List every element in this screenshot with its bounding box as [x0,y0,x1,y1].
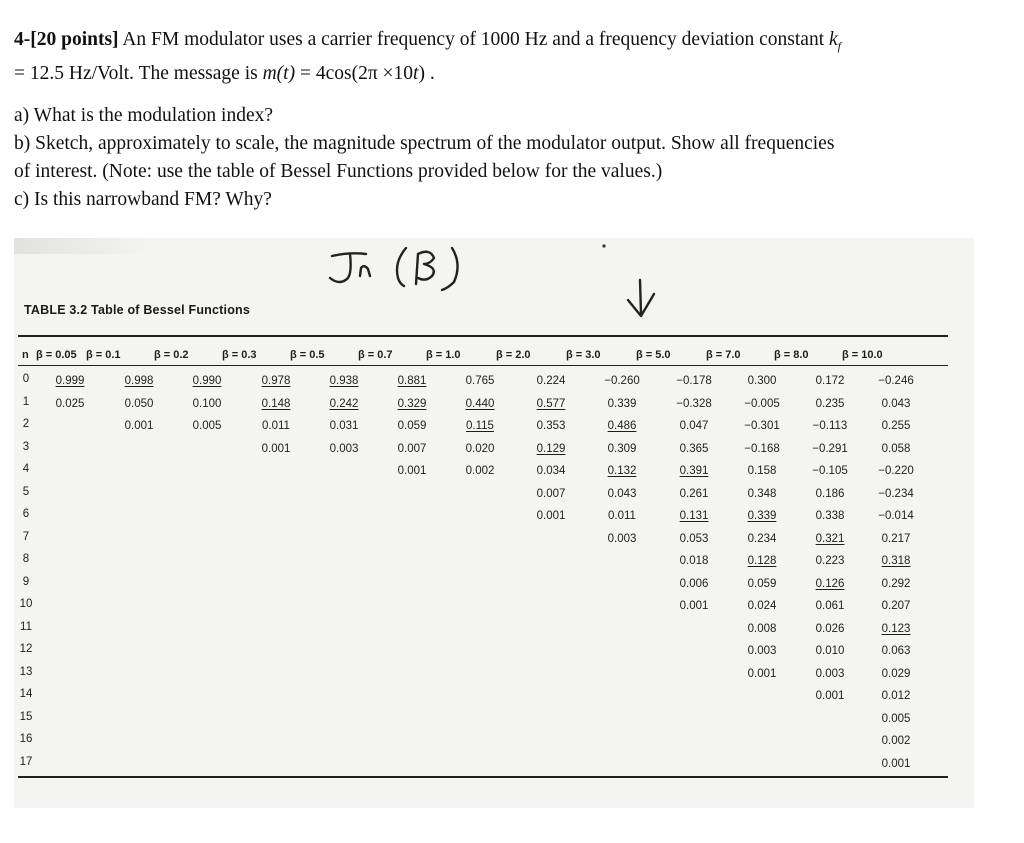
table-cell: 0.329 [397,397,427,410]
table-cell: 0.061 [815,600,845,612]
bottom-rule [18,776,948,778]
table-cell: −0.178 [676,375,712,387]
table-cell: −0.105 [812,465,848,477]
n-index: 9 [22,575,30,588]
beta-header: β = 0.2 [154,349,189,361]
message-end: ) . [418,62,435,84]
table-cell: 0.292 [881,577,911,590]
table-cell: 0.063 [881,645,911,657]
n-index: 4 [22,463,30,475]
beta-header: β = 8.0 [774,349,809,361]
table-cell: −0.113 [812,420,848,432]
table-cell: 0.029 [881,667,911,680]
kf-symbol: k [828,29,838,50]
table-cell: 0.012 [881,690,911,702]
table-cell: 0.001 [397,465,427,477]
n-index: 17 [19,755,33,768]
n-index: 15 [19,710,33,723]
table-cell: 0.158 [747,465,777,477]
table-cell: 0.001 [881,757,911,770]
table-cell: 0.123 [881,622,911,635]
table-cell: 0.234 [747,532,777,545]
problem-intro: An FM modulator uses a carrier frequency of 1000 Hz and a frequency deviation constant [118,29,829,50]
table-cell: 0.172 [815,375,845,387]
n-index: 16 [19,733,33,745]
table-cell: 0.978 [261,375,291,387]
table-cell: 0.224 [536,375,566,387]
down-arrow-icon [628,280,654,316]
part-a: a) What is the modulation index? [14,104,274,126]
table-cell: 0.047 [679,420,709,432]
table-cell: −0.168 [744,442,780,455]
table-cell: −0.220 [878,465,914,477]
table-cell: 0.998 [124,375,154,387]
table-cell: 0.440 [465,397,495,410]
table-cell: 0.001 [536,510,566,522]
table-cell: 0.059 [397,420,427,432]
table-cell: 0.001 [261,442,291,455]
top-rule [18,335,948,337]
table-cell: 0.217 [881,532,911,545]
table-cell: 0.007 [397,442,427,455]
beta-header: β = 0.7 [358,349,393,361]
table-cell: 0.050 [124,397,154,410]
table-cell: 0.486 [607,420,637,432]
beta-header: β = 0.5 [290,349,325,361]
table-cell: 0.011 [262,420,290,432]
table-cell: 0.031 [329,420,359,432]
table-cell: 0.002 [881,735,911,747]
table-cell: 0.018 [679,555,709,567]
table-cell: −0.301 [744,420,780,432]
table-cell: 0.003 [747,645,777,657]
table-cell: 0.024 [747,600,777,612]
table-caption: TABLE 3.2 Table of Bessel Functions [24,303,251,317]
table-cell: −0.014 [878,510,914,522]
table-cell: 0.011 [608,510,636,522]
table-cell: 0.001 [747,667,777,680]
table-cell: 0.003 [815,667,845,680]
table-cell: 0.100 [192,397,222,410]
table-cell: 0.235 [815,397,845,410]
table-cell: 0.129 [536,442,566,455]
beta-header: β = 7.0 [706,349,741,361]
beta-header: β = 0.05 [36,349,77,361]
table-cell: −0.005 [744,397,780,410]
n-index: 7 [22,530,30,543]
table-cell: 0.003 [607,532,637,545]
beta-header: β = 5.0 [636,349,671,361]
beta-header: β = 3.0 [566,349,601,361]
n-index: 3 [22,440,30,453]
message-t: t [413,62,419,84]
table-cell: 0.207 [881,600,911,612]
table-cell: 0.148 [261,397,291,410]
table-cell: 0.339 [747,510,777,522]
table-cell: 0.001 [124,420,154,432]
n-index: 12 [19,643,33,655]
table-cell: 0.005 [192,420,222,432]
table-cell: 0.348 [747,487,777,500]
n-index: 5 [22,485,30,498]
table-cell: 0.990 [192,375,222,387]
table-cell: 0.053 [679,532,709,545]
table-cell: 0.261 [679,487,709,500]
n-index: 6 [22,508,30,520]
header-rule [18,365,948,366]
table-cell: 0.006 [679,577,709,590]
beta-header: β = 0.1 [86,349,121,361]
table-cell: 0.008 [747,622,777,635]
part-c: c) Is this narrowband FM? Why? [14,188,272,210]
table-cell: 0.765 [465,375,495,387]
table-cell: 0.001 [815,690,845,702]
table-cell: 0.300 [747,375,777,387]
table-cell: −0.291 [812,442,848,455]
n-index: 2 [22,418,30,430]
table-cell: 0.186 [815,487,845,500]
part-b-line-2: of interest. (Note: use the table of Bessel Functions provided below for the values.) [14,160,663,182]
table-cell: 0.338 [815,510,845,522]
table-cell: 0.026 [815,622,845,635]
table-cell: 0.126 [815,577,845,590]
table-cell: 0.999 [55,375,85,387]
handwritten-annotation [14,238,974,358]
table-cell: 0.132 [607,465,637,477]
message-expr: = 4cos(2π ×10 [295,62,414,84]
table-cell: 0.131 [679,510,709,522]
table-cell: 0.003 [329,442,359,455]
beta-header: β = 1.0 [426,349,461,361]
table-cell: 0.365 [679,442,709,455]
n-index: 0 [22,373,30,385]
table-cell: 0.115 [466,420,494,432]
bessel-table-scan [14,238,974,808]
table-cell: −0.246 [878,375,914,387]
n-index: 1 [22,395,30,408]
table-cell: 0.128 [747,555,777,567]
table-cell: 0.005 [881,712,911,725]
table-cell: 0.309 [607,442,637,455]
table-cell: −0.260 [604,375,640,387]
table-cell: 0.020 [465,442,495,455]
table-cell: 0.353 [536,420,566,432]
beta-header: β = 2.0 [496,349,531,361]
table-cell: 0.938 [329,375,359,387]
table-cell: 0.058 [881,442,911,455]
table-cell: 0.043 [881,397,911,410]
kf-value: = 12.5 Hz/Volt. The message is [14,62,263,84]
table-cell: 0.339 [607,397,637,410]
problem-title: 4-[20 points] [14,29,119,50]
table-cell: 0.059 [747,577,777,590]
table-cell: 0.001 [679,600,709,612]
table-cell: 0.391 [679,465,709,477]
table-cell: 0.002 [465,465,495,477]
n-index: 13 [19,665,33,678]
table-cell: 0.043 [607,487,637,500]
table-cell: 0.255 [881,420,911,432]
problem-line-1 [14,26,1004,60]
beta-header: β = 0.3 [222,349,257,361]
problem-statement [14,26,1004,214]
table-cell: 0.881 [397,375,427,387]
table-cell: −0.234 [878,487,914,500]
n-header: n [22,349,29,361]
beta-header: β = 10.0 [842,349,883,361]
table-cell: 0.010 [815,645,845,657]
message-symbol: m(t) [262,62,296,84]
table-cell: 0.034 [536,465,566,477]
table-cell: 0.223 [815,555,845,567]
table-cell: 0.242 [329,397,359,410]
table-cell: 0.321 [815,532,845,545]
table-cell: 0.318 [881,555,911,567]
n-index: 10 [19,598,33,610]
table-cell: −0.328 [676,397,712,410]
table-cell: 0.025 [55,397,85,410]
kf-subscript: f [837,38,841,53]
n-index: 11 [20,620,32,633]
n-index: 14 [19,688,33,700]
table-cell: 0.577 [536,397,566,410]
problem-line-2 [14,60,1004,88]
table-cell: 0.007 [536,487,566,500]
part-b-line-1: b) Sketch, approximately to scale, the magnitude spectrum of the modulator output. Show all frequencies [14,132,835,154]
n-index: 8 [22,553,30,565]
